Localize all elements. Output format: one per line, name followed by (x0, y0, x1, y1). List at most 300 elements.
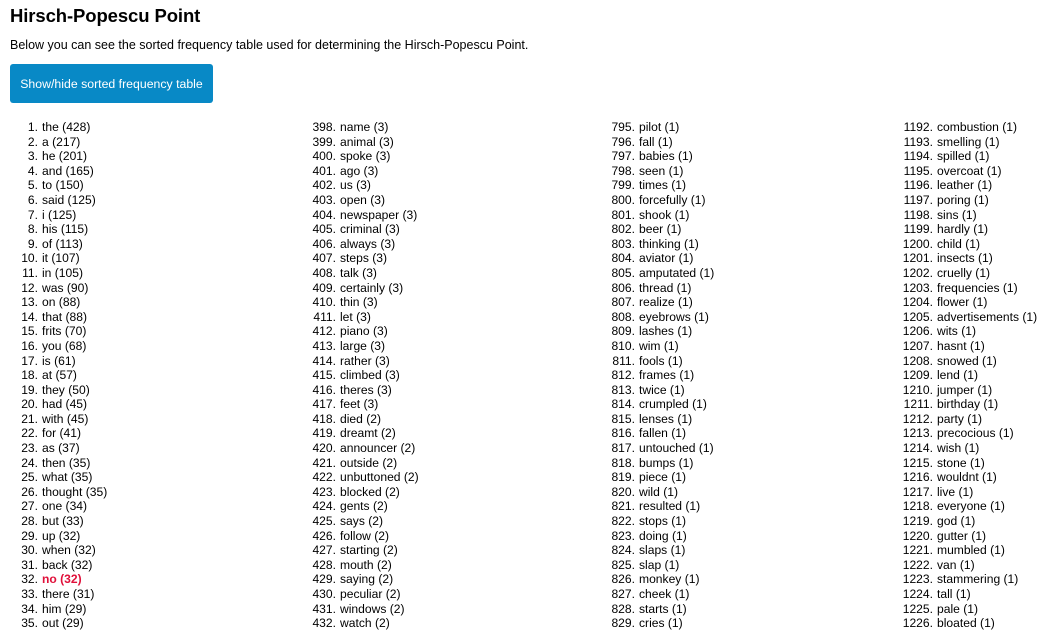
word-frequency: saying (2) (340, 572, 394, 587)
rank-number: 1200. (902, 236, 933, 251)
rank-number: 1222. (902, 557, 933, 572)
frequency-list-item (607, 222, 714, 237)
word-frequency: out (29) (42, 616, 84, 631)
word-frequency: piano (3) (340, 324, 388, 339)
rank-number: 1194. (903, 149, 933, 164)
frequency-list-item (901, 310, 1037, 325)
rank-number: 12. (21, 280, 38, 295)
word-frequency: gents (2) (340, 499, 388, 514)
word-frequency: theres (3) (340, 382, 392, 397)
word-frequency: always (3) (340, 236, 396, 251)
rank-number: 825. (611, 557, 635, 572)
word-frequency: pilot (1) (639, 120, 680, 134)
word-frequency: thought (35) (42, 484, 108, 499)
rank-number: 818. (611, 455, 635, 470)
rank-number: 3. (27, 149, 38, 164)
rank-number: 1218. (902, 499, 933, 514)
rank-number: 421. (312, 455, 336, 470)
rank-number: 30. (21, 543, 38, 558)
rank-number: 398. (312, 120, 336, 134)
frequency-list-item (10, 602, 107, 617)
word-frequency: poring (1) (937, 192, 989, 207)
frequency-list-item (607, 441, 714, 456)
word-frequency: what (35) (42, 470, 93, 485)
rank-number: 797. (611, 149, 635, 164)
word-frequency: open (3) (340, 192, 386, 207)
word-frequency: as (37) (42, 441, 80, 456)
frequency-list-item (607, 251, 714, 266)
rank-number: 405. (312, 222, 336, 237)
frequency-list-item (901, 514, 1037, 529)
rank-number: 400. (312, 149, 336, 164)
frequency-list-item (10, 572, 107, 587)
word-frequency: dreamt (2) (340, 426, 396, 441)
highlighted-word-frequency: no (32) (42, 572, 82, 587)
frequency-list-item (310, 295, 419, 310)
word-frequency: snowed (1) (937, 353, 997, 368)
frequency-list-item (901, 339, 1037, 354)
word-frequency: lashes (1) (639, 324, 693, 339)
rank-number: 806. (611, 280, 635, 295)
word-frequency: wild (1) (639, 484, 678, 499)
frequency-list-item (10, 456, 107, 471)
frequency-list-item (10, 295, 107, 310)
word-frequency: slaps (1) (639, 543, 686, 558)
rank-number: 414. (312, 353, 336, 368)
rank-number: 1205. (902, 309, 933, 324)
frequency-list-item (310, 558, 419, 573)
frequency-list-item (310, 485, 419, 500)
word-frequency: unbuttoned (2) (340, 470, 419, 485)
word-frequency: his (115) (42, 222, 89, 237)
rank-number: 426. (312, 528, 336, 543)
rank-number: 413. (312, 338, 336, 353)
frequency-list-item (310, 456, 419, 471)
word-frequency: for (41) (42, 426, 81, 441)
rank-number: 407. (312, 251, 336, 266)
rank-number: 810. (611, 338, 635, 353)
word-frequency: feet (3) (340, 397, 379, 412)
frequency-list-item (10, 412, 107, 427)
frequency-column-4 (901, 120, 1037, 631)
word-frequency: of (113) (42, 236, 83, 251)
frequency-list-item (901, 485, 1037, 500)
word-frequency: climbed (3) (340, 368, 400, 383)
word-frequency: party (1) (937, 411, 983, 426)
rank-number: 35. (21, 616, 38, 631)
word-frequency: sins (1) (937, 207, 977, 222)
word-frequency: frames (1) (639, 368, 695, 383)
toggle-frequency-table-button[interactable]: Show/hide sorted frequency table (10, 64, 213, 103)
word-frequency: precocious (1) (937, 426, 1014, 441)
frequency-list-item (310, 543, 419, 558)
frequency-list-item (310, 222, 419, 237)
word-frequency: steps (3) (340, 251, 388, 266)
word-frequency: babies (1) (639, 149, 693, 164)
frequency-list-item (10, 324, 107, 339)
rank-number: 1206. (902, 324, 933, 339)
frequency-list-item (901, 587, 1037, 602)
word-frequency: eyebrows (1) (639, 309, 709, 324)
frequency-list-item (310, 470, 419, 485)
rank-number: 1202. (902, 265, 933, 280)
frequency-list-item (901, 470, 1037, 485)
frequency-list-item (607, 397, 714, 412)
rank-number: 802. (611, 222, 635, 237)
frequency-list-item (901, 295, 1037, 310)
rank-number: 1195. (903, 163, 933, 178)
rank-number: 402. (312, 178, 336, 193)
frequency-list-item (901, 426, 1037, 441)
word-frequency: large (3) (340, 338, 386, 353)
rank-number: 1193. (903, 134, 933, 149)
rank-number: 804. (611, 251, 635, 266)
frequency-list-item (10, 193, 107, 208)
word-frequency: certainly (3) (340, 280, 404, 295)
rank-number: 1211. (903, 397, 933, 412)
frequency-list-item (10, 485, 107, 500)
frequency-list-item (10, 164, 107, 179)
word-frequency: outside (2) (340, 455, 398, 470)
frequency-list-item (901, 164, 1037, 179)
frequency-list-item (901, 354, 1037, 369)
frequency-list-item (310, 368, 419, 383)
frequency-list-item (10, 529, 107, 544)
frequency-list-item (607, 587, 714, 602)
rank-number: 25. (21, 470, 38, 485)
frequency-list-item (10, 368, 107, 383)
frequency-list-item (607, 208, 714, 223)
frequency-list-item (901, 120, 1037, 135)
word-frequency: rather (3) (340, 353, 390, 368)
frequency-list-item (310, 266, 419, 281)
frequency-list-item (901, 602, 1037, 617)
frequency-list-item (901, 499, 1037, 514)
frequency-list-item (607, 266, 714, 281)
word-frequency: starting (2) (340, 543, 398, 558)
word-frequency: cruelly (1) (937, 265, 991, 280)
word-frequency: was (90) (42, 280, 89, 295)
word-frequency: aviator (1) (639, 251, 694, 266)
frequency-list-item (310, 397, 419, 412)
rank-number: 820. (611, 484, 635, 499)
frequency-list-item (901, 456, 1037, 471)
rank-number: 1219. (902, 514, 933, 529)
word-frequency: follow (2) (340, 528, 390, 543)
rank-number: 5. (27, 178, 38, 193)
frequency-list-item (10, 543, 107, 558)
word-frequency: fall (1) (639, 134, 673, 149)
rank-number: 1196. (903, 178, 933, 193)
rank-number: 814. (611, 397, 635, 412)
rank-number: 815. (611, 411, 635, 426)
rank-number: 415. (312, 368, 336, 383)
word-frequency: i (125) (42, 207, 77, 222)
word-frequency: it (107) (42, 251, 80, 266)
rank-number: 1197. (903, 192, 933, 207)
word-frequency: starts (1) (639, 601, 687, 616)
word-frequency: newspaper (3) (340, 207, 418, 222)
frequency-list-item (10, 441, 107, 456)
word-frequency: up (32) (42, 528, 81, 543)
rank-number: 826. (611, 572, 635, 587)
frequency-list-item (310, 120, 419, 135)
frequency-list-item (901, 149, 1037, 164)
rank-number: 1212. (902, 411, 933, 426)
word-frequency: said (125) (42, 192, 96, 207)
word-frequency: gutter (1) (937, 528, 987, 543)
word-frequency: let (3) (340, 309, 371, 324)
rank-number: 1226. (902, 616, 933, 631)
frequency-list-item (310, 587, 419, 602)
frequency-list-item (10, 135, 107, 150)
word-frequency: mouth (2) (340, 557, 392, 572)
rank-number: 1213. (902, 426, 933, 441)
rank-number: 1214. (902, 441, 933, 456)
word-frequency: the (428) (42, 120, 91, 134)
rank-number: 1216. (902, 470, 933, 485)
rank-number: 813. (611, 382, 635, 397)
rank-number: 1210. (902, 382, 933, 397)
rank-number: 13. (21, 295, 38, 310)
word-frequency: slap (1) (639, 557, 680, 572)
rank-number: 811. (612, 353, 635, 368)
rank-number: 26. (21, 484, 38, 499)
rank-number: 1207. (902, 338, 933, 353)
word-frequency: realize (1) (639, 295, 693, 310)
rank-number: 1220. (902, 528, 933, 543)
word-frequency: hardly (1) (937, 222, 989, 237)
word-frequency: talk (3) (340, 265, 377, 280)
word-frequency: wits (1) (937, 324, 976, 339)
rank-number: 819. (611, 470, 635, 485)
word-frequency: and (165) (42, 163, 94, 178)
rank-number: 812. (611, 368, 635, 383)
frequency-list-item (10, 470, 107, 485)
rank-number: 403. (312, 192, 336, 207)
word-frequency: spilled (1) (937, 149, 990, 164)
word-frequency: to (150) (42, 178, 84, 193)
frequency-list-item (310, 281, 419, 296)
rank-number: 829. (611, 616, 635, 631)
frequency-list-item (10, 339, 107, 354)
frequency-list-item (607, 499, 714, 514)
frequency-list-item (901, 281, 1037, 296)
word-frequency: bumps (1) (639, 455, 694, 470)
rank-number: 32. (21, 572, 38, 587)
rank-number: 798. (611, 163, 635, 178)
frequency-list-item (10, 397, 107, 412)
word-frequency: mumbled (1) (937, 543, 1005, 558)
word-frequency: fools (1) (639, 353, 683, 368)
frequency-list-item (607, 529, 714, 544)
rank-number: 816. (611, 426, 635, 441)
word-frequency: jumper (1) (937, 382, 993, 397)
word-frequency: spoke (3) (340, 149, 391, 164)
rank-number: 1221. (902, 543, 933, 558)
frequency-list-item (310, 412, 419, 427)
frequency-list-item (901, 543, 1037, 558)
frequency-list-item (607, 193, 714, 208)
word-frequency: monkey (1) (639, 572, 700, 587)
rank-number: 828. (611, 601, 635, 616)
frequency-list-item (901, 441, 1037, 456)
frequency-list-item (310, 237, 419, 252)
word-frequency: lend (1) (937, 368, 979, 383)
rank-number: 824. (611, 543, 635, 558)
rank-number: 1225. (902, 601, 933, 616)
frequency-list-item (607, 178, 714, 193)
word-frequency: died (2) (340, 411, 382, 426)
word-frequency: times (1) (639, 178, 687, 193)
word-frequency: watch (2) (340, 616, 390, 631)
frequency-list-item (310, 193, 419, 208)
frequency-list-item (10, 251, 107, 266)
rank-number: 21. (21, 411, 38, 426)
rank-number: 799. (611, 178, 635, 193)
frequency-list-item (901, 324, 1037, 339)
rank-number: 427. (312, 543, 336, 558)
frequency-list-item (10, 558, 107, 573)
frequency-list-item (10, 222, 107, 237)
frequency-list-item (901, 383, 1037, 398)
rank-number: 821. (611, 499, 635, 514)
frequency-list-item (607, 339, 714, 354)
rank-number: 423. (312, 484, 336, 499)
frequency-list-item (10, 237, 107, 252)
intro-text: Below you can see the sorted frequency table used for determining the Hirsch-Popescu Point. (10, 38, 529, 52)
word-frequency: untouched (1) (639, 441, 714, 456)
rank-number: 822. (611, 514, 635, 529)
word-frequency: everyone (1) (937, 499, 1005, 514)
frequency-list-item (607, 120, 714, 135)
frequency-list-item (901, 222, 1037, 237)
word-frequency: amputated (1) (639, 265, 715, 280)
word-frequency: stops (1) (639, 514, 687, 529)
frequency-list-item (901, 178, 1037, 193)
rank-number: 11. (22, 265, 38, 280)
rank-number: 24. (21, 455, 38, 470)
word-frequency: beer (1) (639, 222, 682, 237)
word-frequency: frequencies (1) (937, 280, 1018, 295)
frequency-list-item (901, 412, 1037, 427)
word-frequency: child (1) (937, 236, 981, 251)
word-frequency: crumpled (1) (639, 397, 707, 412)
rank-number: 801. (611, 207, 635, 222)
word-frequency: live (1) (937, 484, 974, 499)
frequency-column-1 (10, 120, 107, 631)
word-frequency: he (201) (42, 149, 88, 164)
rank-number: 1192. (903, 120, 933, 134)
frequency-list-item (901, 529, 1037, 544)
frequency-list-item (310, 426, 419, 441)
frequency-list-item (10, 514, 107, 529)
frequency-list-item (310, 339, 419, 354)
rank-number: 428. (312, 557, 336, 572)
rank-number: 432. (312, 616, 336, 631)
frequency-list-item (607, 426, 714, 441)
frequency-list-item (310, 149, 419, 164)
word-frequency: peculiar (2) (340, 587, 401, 601)
rank-number: 1223. (902, 572, 933, 587)
word-frequency: shook (1) (639, 207, 690, 222)
word-frequency: forcefully (1) (639, 192, 706, 207)
rank-number: 16. (21, 338, 38, 353)
rank-number: 22. (21, 426, 38, 441)
word-frequency: a (217) (42, 134, 81, 149)
rank-number: 14. (21, 309, 38, 324)
frequency-list-item (607, 470, 714, 485)
word-frequency: then (35) (42, 455, 91, 470)
frequency-list-item (10, 499, 107, 514)
frequency-list-item (901, 135, 1037, 150)
frequency-list-item (901, 266, 1037, 281)
frequency-list-item (901, 251, 1037, 266)
frequency-list-item (607, 543, 714, 558)
word-frequency: birthday (1) (937, 397, 999, 412)
word-frequency: fallen (1) (639, 426, 687, 441)
rank-number: 1215. (902, 455, 933, 470)
frequency-list-item (901, 397, 1037, 412)
frequency-list-item (607, 164, 714, 179)
frequency-list-item (310, 383, 419, 398)
rank-number: 8. (27, 222, 38, 237)
word-frequency: cries (1) (639, 616, 683, 631)
word-frequency: ago (3) (340, 163, 379, 178)
rank-number: 4. (27, 163, 38, 178)
frequency-list-item (901, 208, 1037, 223)
rank-number: 429. (312, 572, 336, 587)
rank-number: 417. (312, 397, 336, 412)
word-frequency: twice (1) (639, 382, 685, 397)
word-frequency: stone (1) (937, 455, 985, 470)
rank-number: 796. (611, 134, 635, 149)
frequency-list-item (607, 558, 714, 573)
word-frequency: is (61) (42, 353, 76, 368)
rank-number: 419. (312, 426, 336, 441)
word-frequency: there (31) (42, 587, 95, 601)
frequency-list-item (310, 208, 419, 223)
word-frequency: had (45) (42, 397, 88, 412)
frequency-list-item (10, 310, 107, 325)
rank-number: 10. (21, 251, 38, 266)
rank-number: 409. (312, 280, 336, 295)
frequency-list-item (310, 441, 419, 456)
frequency-list-item (901, 368, 1037, 383)
word-frequency: they (50) (42, 382, 90, 397)
rank-number: 1208. (902, 353, 933, 368)
frequency-list-item (607, 602, 714, 617)
rank-number: 23. (21, 441, 38, 456)
rank-number: 7. (27, 207, 38, 222)
frequency-list-item (901, 616, 1037, 631)
rank-number: 34. (21, 601, 38, 616)
frequency-list-item (901, 558, 1037, 573)
rank-number: 33. (21, 587, 38, 601)
frequency-list-item (10, 616, 107, 631)
rank-number: 411. (313, 309, 336, 324)
rank-number: 399. (312, 134, 336, 149)
rank-number: 1217. (902, 484, 933, 499)
rank-number: 28. (21, 514, 38, 529)
frequency-list-item (310, 251, 419, 266)
rank-number: 408. (312, 265, 336, 280)
word-frequency: tall (1) (937, 587, 971, 601)
rank-number: 412. (312, 324, 336, 339)
rank-number: 807. (611, 295, 635, 310)
rank-number: 817. (611, 441, 635, 456)
word-frequency: doing (1) (639, 528, 687, 543)
